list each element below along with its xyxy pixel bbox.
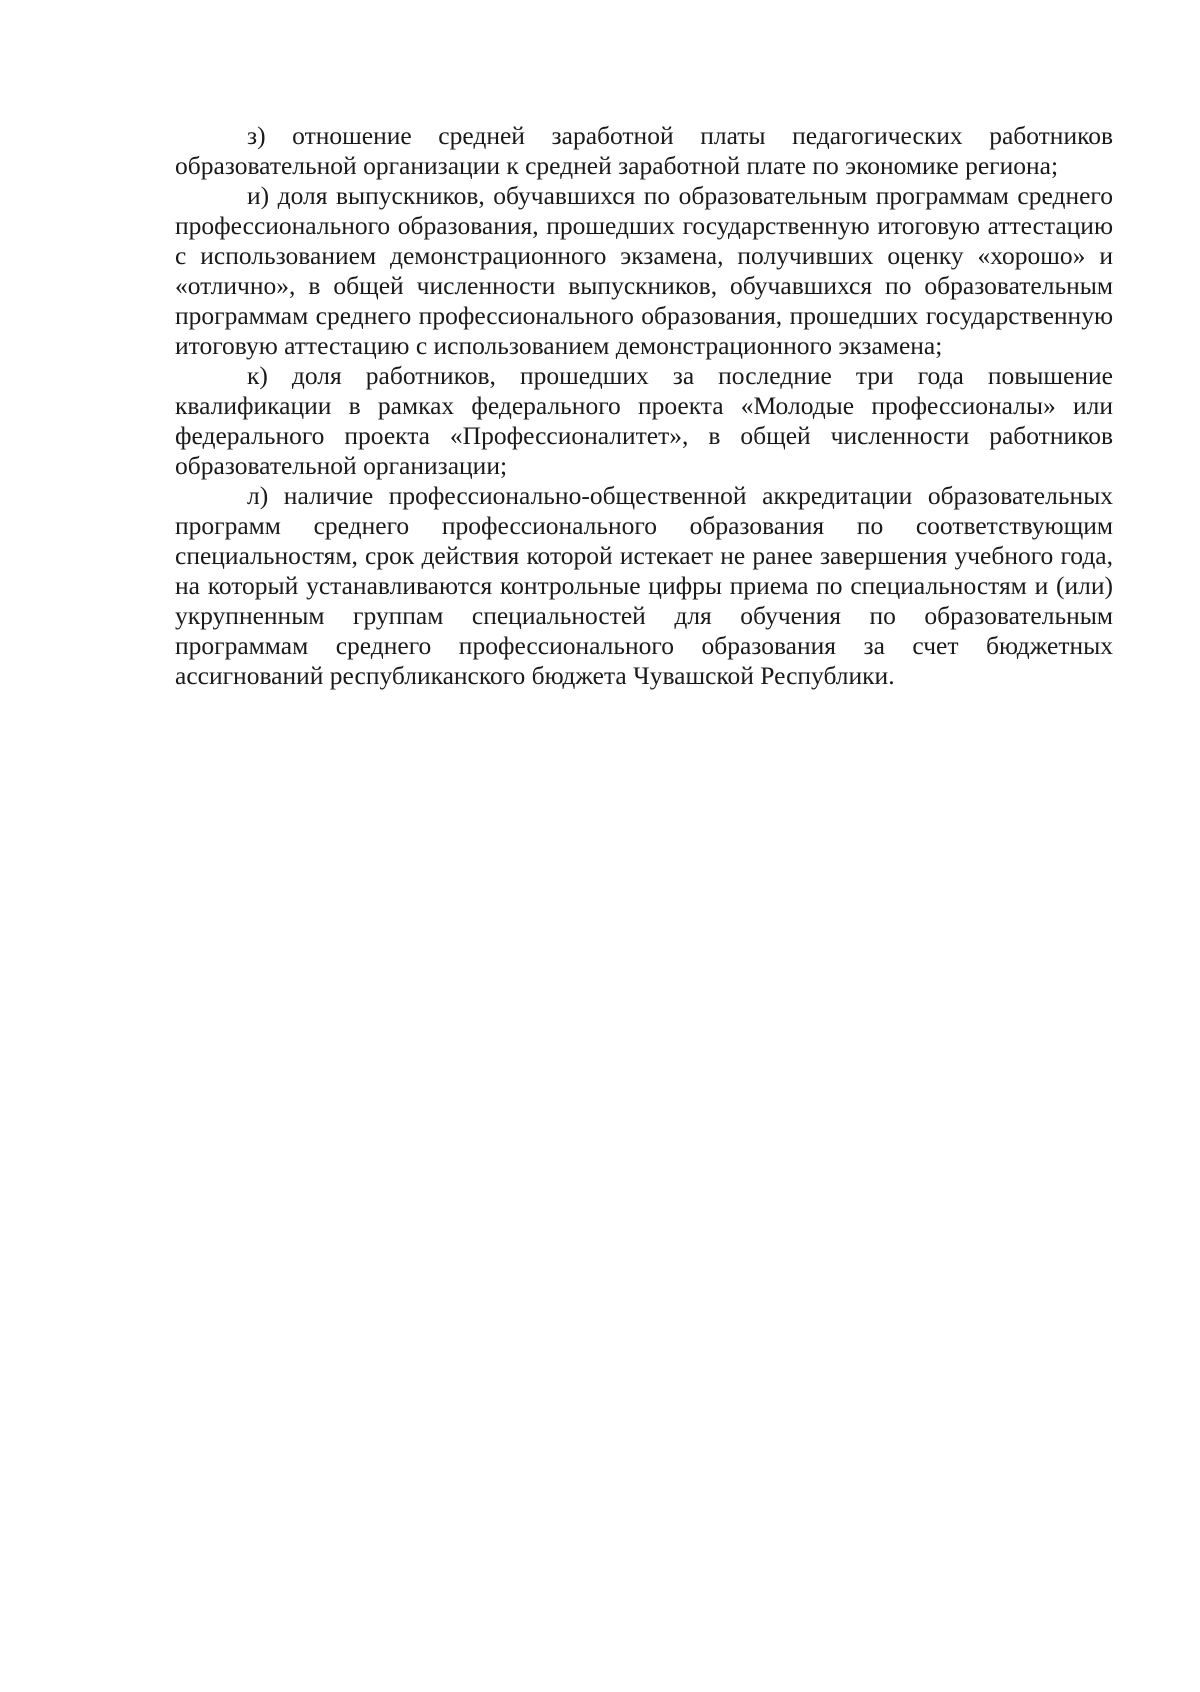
paragraph-i: и) доля выпускников, обучавшихся по образовательным программам среднего профессионального образования, прошедших государственную итоговую аттестацию с использованием демонстрационного экзамена, получивших оценку «хорошо» и «отлично», в общей численности выпускников, обучавшихся по образовательным программам среднего профессионального образования, прошедших государственную итоговую аттестацию с использованием демонстрационного экзамена; — [175, 181, 1113, 360]
paragraph-l: л) наличие профессионально-общественной аккредитации образовательных программ среднего профессионального образования по соответствующим специальностям, срок действия которой истекает не ранее завершения учебного года, на который устанавливаются контрольные цифры приема по специальностям и (или) укрупненным группам специальностей для обучения по образовательным программам среднего профессионального образования за счет бюджетных ассигнований республиканского бюджета Чувашской Республики. — [175, 481, 1113, 690]
paragraph-k: к) доля работников, прошедших за последние три года повышение квалификации в рамках федерального проекта «Молодые профессионалы» или федерального проекта «Профессионалитет», в общей численности работников образовательной организации; — [175, 361, 1113, 480]
paragraph-z: з) отношение средней заработной платы педагогических работников образовательной организации к средней заработной плате по экономике региона; — [175, 121, 1113, 180]
document-body — [175, 121, 1113, 691]
